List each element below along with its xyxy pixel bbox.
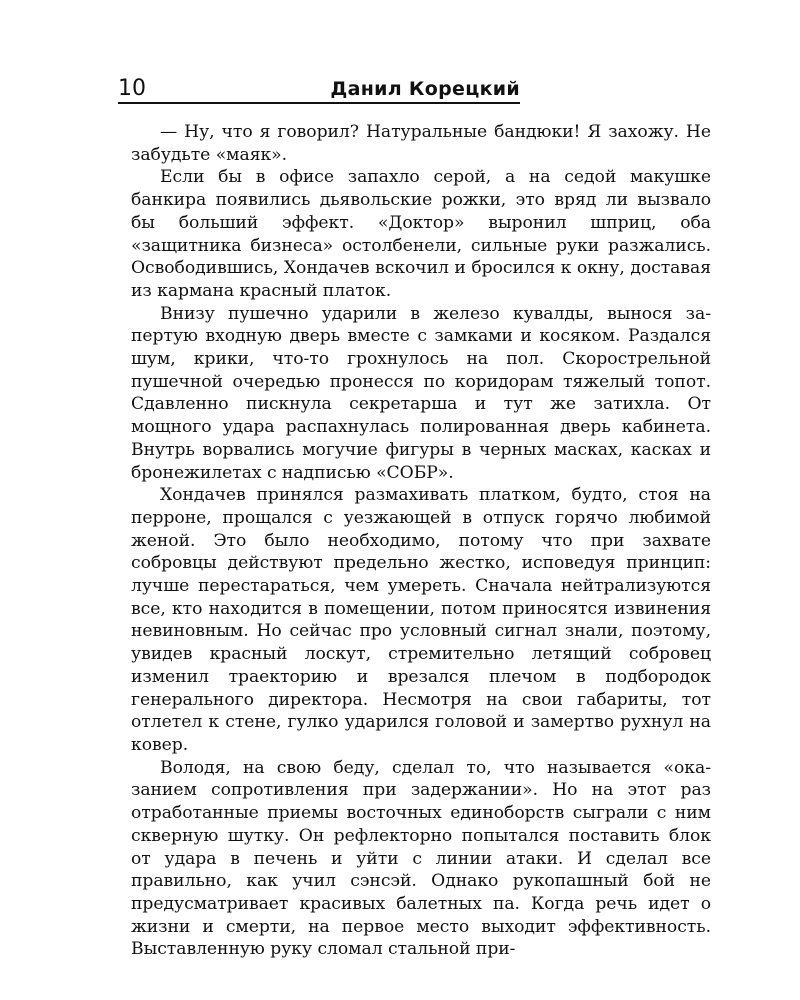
paragraph-5: Володя, на свою беду, сделал то, что называется «оказанием сопротивления при задержании». Но на этот раз отработанные приемы восточных единоборств сыграли с ним скверную шутку. Он рефлекторно попытался поставить блок от удара в печень и уйти с линии атаки. И сделал все правильно, как учил сэнсэй. Однако рукопашный бой не предусматривает красивых балетных па. Когда речь идет о жизни и смерти, на первое место выходит эффективность. Выставленную руку сломал стальной при- — [131, 757, 711, 960]
page-number: 10 — [118, 76, 146, 101]
header-underline — [118, 102, 520, 104]
paragraph-1: — Ну, что я говорил? Натуральные бандюки! Я захожу. Не забудьте «маяк». — [131, 122, 711, 165]
running-title-author: Данил Корецкий — [330, 78, 520, 100]
paragraph-4: Хондачев принялся размахивать платком, будто, стоя на перроне, прощался с уезжающей в отпуск горячо любимой женой. Это было необходимо, потому что при захвате собровцы действуют предельно жестко, исповедуя принцип: лучше перестараться, чем умереть. Сначала нейтрализуются все, кто находится в помещении, потом приносятся извинения невиновным. Но сейчас про условный сигнал знали, поэтому, увидев красный лоскут, стремительно летящий собровец изменил траекторию и врезался плечом в подбородок генерального директора. Несмотря на свои габариты, тот отлетел к стене, гулко ударился головой и замертво рухнул на ковер. — [131, 485, 711, 755]
paragraph-3: Внизу пушечно ударили в железо кувалды, вынося запертую входную дверь вместе с замками и косяком. Раздался шум, крики, что-то грохнулось на пол. Скорострельной пушечной очередью пронесся по коридорам тяжелый топот. Сдавленно пискнула секретарша и тут же затихла. От мощного удара распахнулась полированная дверь кабинета. Внутрь ворвались могучие фигуры в черных масках, касках и бронежилетах с надписью «СОБР». — [131, 303, 711, 483]
body-text — [131, 121, 711, 961]
page-header — [118, 76, 520, 104]
paragraph-2: Если бы в офисе запахло серой, а на седой макушке банкира появились дьявольские рожки, это вряд ли вызвало бы больший эффект. «Доктор» выронил шприц, оба «защитника бизнеса» остолбенели, сильные руки разжались. Освободившись, Хондачев вскочил и бросился к окну, доставая из кармана красный платок. — [131, 167, 711, 301]
